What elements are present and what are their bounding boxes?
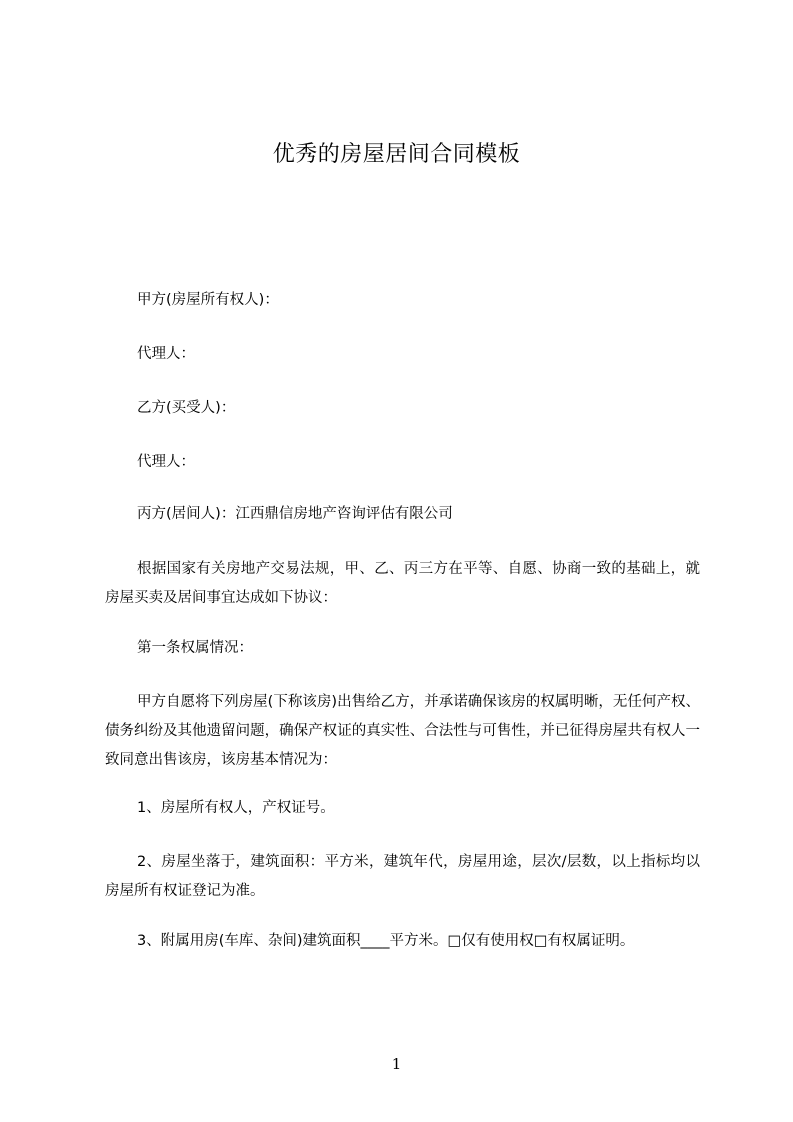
item-1-paragraph: 1、房屋所有权人，产权证号。 [137,800,335,816]
preamble-paragraph: 根据国家有关房地产交易法规，甲、乙、丙三方在平等、自愿、协商一致的基础上，就房屋买卖及居间事宜达成如下协议： [105,561,700,606]
party-c-line: 丙方(居间人)：江西鼎信房地产咨询评估有限公司 [137,506,453,522]
ownership-paragraph: 甲方自愿将下列房屋(下称该房)出售给乙方，并承诺确保该房的权属明晰，无任何产权、债务纠纷及其他遗留问题，确保产权证的真实性、合法性与可售性，并已征得房屋共有权人一致同意出售该房，该房基本情况为： [105,694,700,768]
page-number: 1 [391,1055,402,1073]
document-title: 优秀的房屋居间合同模板 [272,142,521,167]
party-b-agent-line: 代理人： [137,454,195,470]
item-2-paragraph: 2、房屋坐落于，建筑面积：平方米，建筑年代，房屋用途，层次/层数，以上指标均以房屋所有权证登记为准。 [105,854,700,899]
article-one-heading: 第一条权属情况： [137,640,253,656]
party-a-agent-line: 代理人： [137,346,195,362]
party-a-line: 甲方(房屋所有权人)： [137,292,279,308]
item-3-paragraph: 3、附属用房(车库、杂间)建筑面积____平方米。□仅有使用权□有权属证明。 [137,933,635,949]
party-b-line: 乙方(买受人)： [137,400,236,416]
